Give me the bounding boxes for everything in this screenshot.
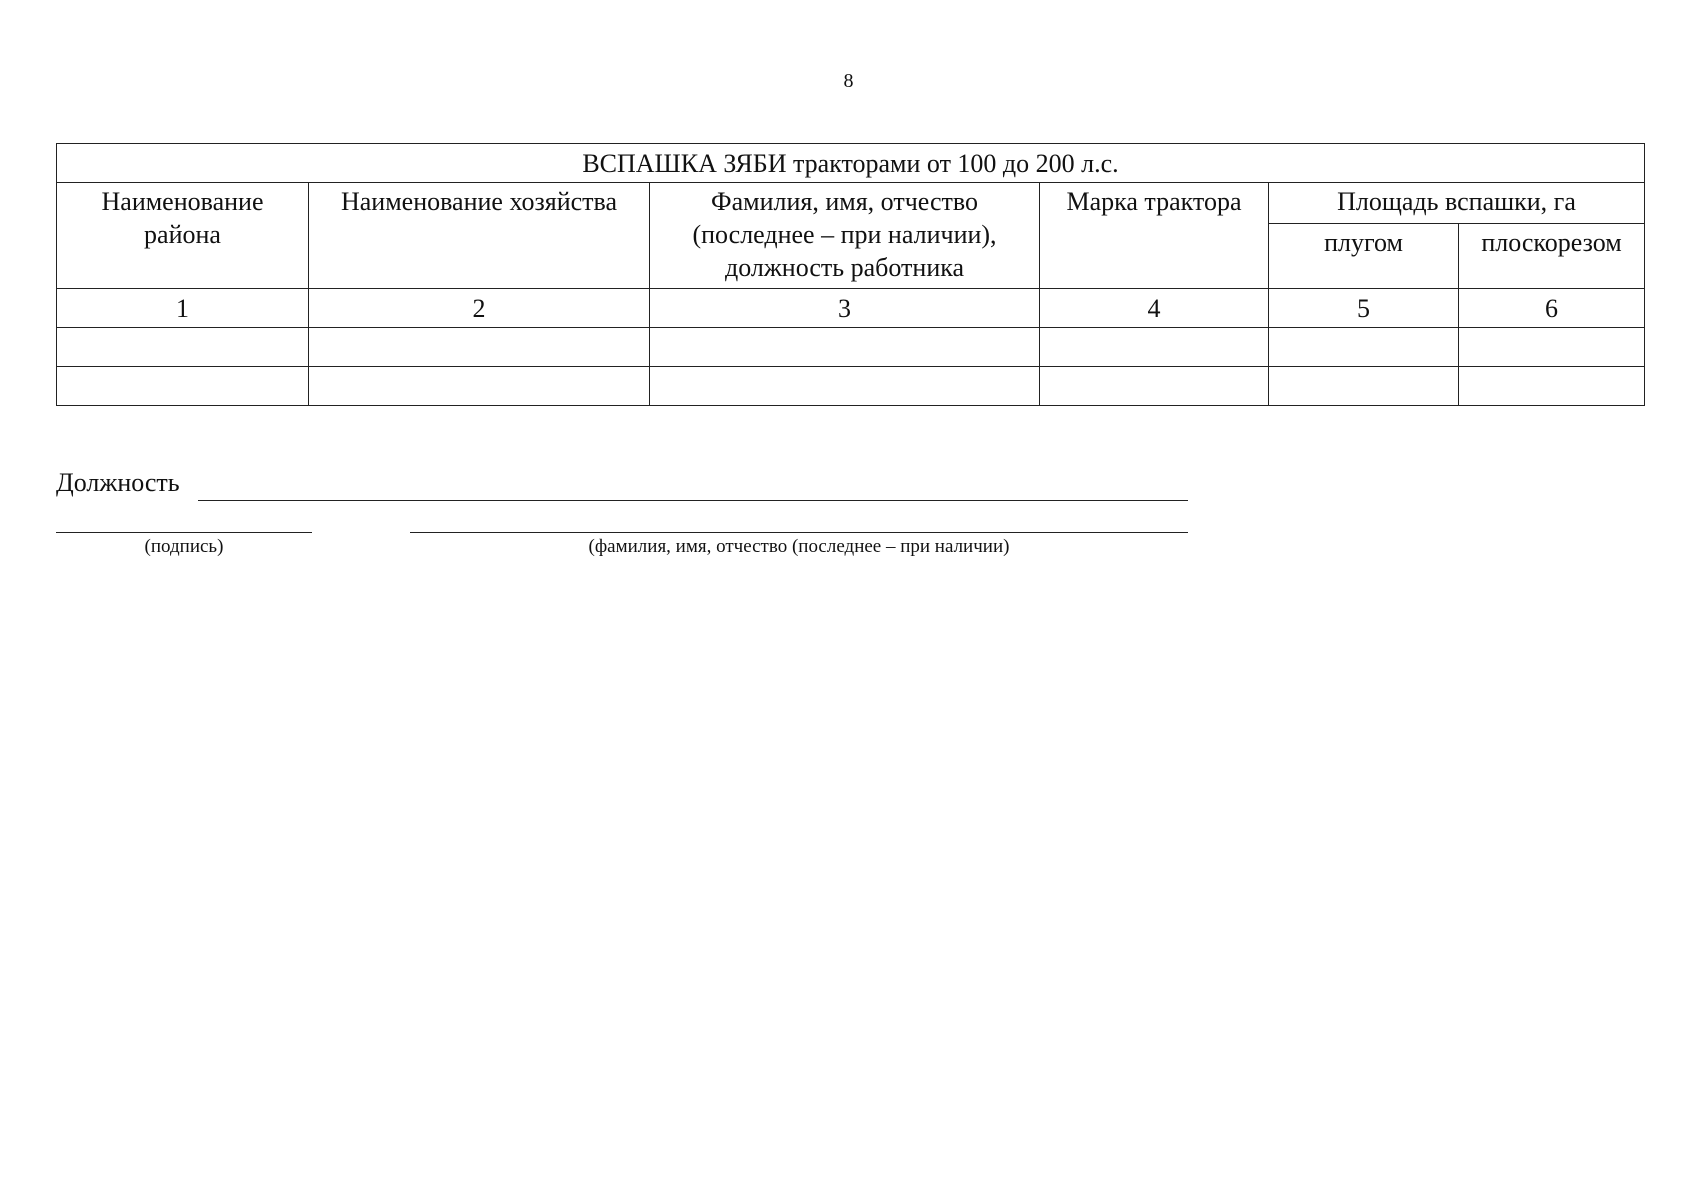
full-name-field-line[interactable] [410,532,1188,533]
table-cell [1459,328,1645,367]
table-title-row [57,144,1645,183]
table-cell [57,367,309,406]
table-row [57,328,1645,367]
header-area: Площадь вспашки, га [1269,183,1645,224]
table-row [57,367,1645,406]
column-number: 3 [650,289,1040,328]
table-header-row [57,183,1645,224]
full-name-caption: (фамилия, имя, отчество (последнее – при наличии) [588,536,1010,557]
table-cell [309,328,650,367]
table-cell [1269,367,1459,406]
position-field-line[interactable] [198,500,1188,501]
header-flat-cutter: плоскорезом [1459,224,1645,289]
position-label: Должность [56,468,180,497]
column-number: 2 [309,289,650,328]
column-number: 6 [1459,289,1645,328]
signature-field-line[interactable] [56,532,312,533]
table-cell [650,328,1040,367]
header-tractor: Марка трактора [1040,183,1269,289]
table-title: ВСПАШКА ЗЯБИ тракторами от 100 до 200 л.с. [57,144,1645,183]
table-cell [1040,367,1269,406]
column-number: 5 [1269,289,1459,328]
table-cell [1459,367,1645,406]
page-number: 8 [843,70,854,92]
table-cell [1040,328,1269,367]
table-cell [309,367,650,406]
plowing-report-table [56,143,1645,406]
column-number-row [57,289,1645,328]
header-farm: Наименование хозяйства [309,183,650,289]
table-cell [1269,328,1459,367]
header-district: Наименование района [57,183,309,289]
table-cell [57,328,309,367]
table-cell [650,367,1040,406]
header-employee: Фамилия, имя, отчество (последнее – при наличии), должность работника [650,183,1040,289]
header-plow: плугом [1269,224,1459,289]
signature-caption: (подпись) [144,536,224,557]
column-number: 1 [57,289,309,328]
column-number: 4 [1040,289,1269,328]
